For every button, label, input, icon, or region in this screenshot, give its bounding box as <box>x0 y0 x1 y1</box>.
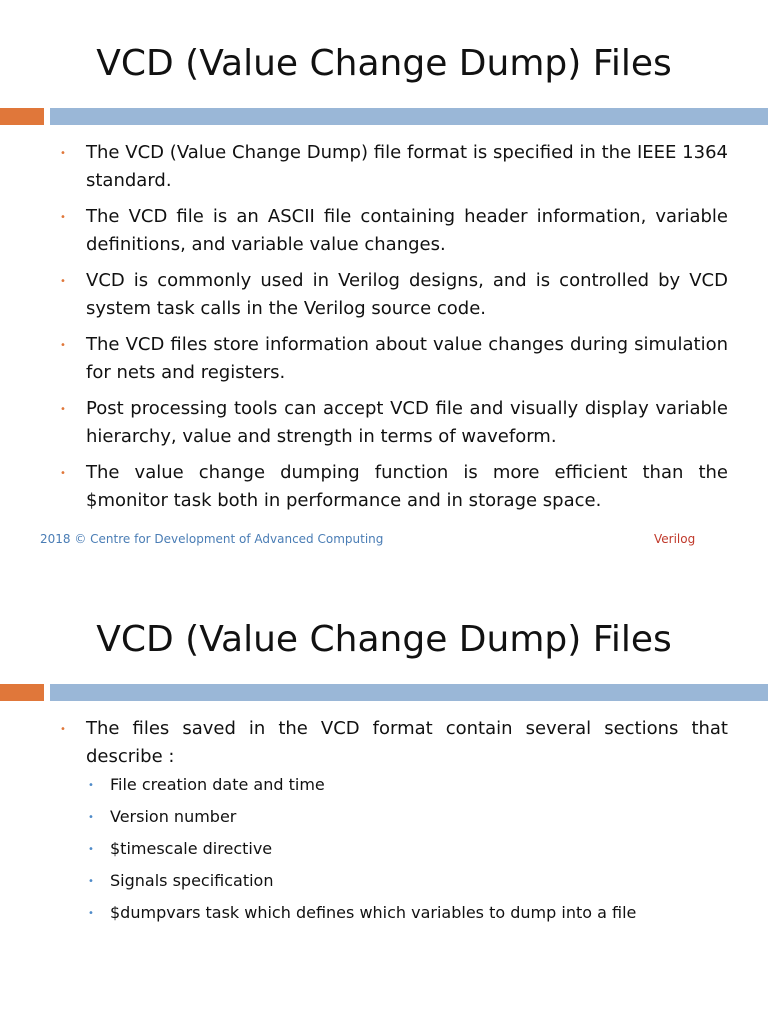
bullet-item: • Post processing tools can accept VCD file and visually display variable hierarchy, value and strength in terms of waveform. <box>60 398 728 447</box>
bullet-item: • The files saved in the VCD format contain several sections that describe : • File creation date and time • Version number • $timescale directive • Signals specification • $dumpvars task which defines which variables to dump into a file <box>60 718 728 922</box>
sub-bullet-icon: • <box>88 780 94 791</box>
sub-bullet-list <box>86 775 728 923</box>
sub-bullet-item: • File creation date and time <box>88 775 325 794</box>
bullet-item: • VCD is commonly used in Verilog designs, and is controlled by VCD system task calls in the Verilog source code. <box>60 270 728 319</box>
bullet-item: • The VCD (Value Change Dump) file format is specified in the IEEE 1364 standard. <box>60 142 728 191</box>
bullet-icon: • <box>60 148 66 159</box>
footer-copyright: 2018 © Centre for Development of Advanced Computing <box>40 532 384 546</box>
bullet-item: • The VCD files store information about value changes during simulation for nets and registers. <box>60 334 728 383</box>
title-accent-bar-blue <box>50 108 768 125</box>
footer-topic: Verilog <box>654 532 696 546</box>
bullet-list <box>60 139 728 523</box>
slide-title: VCD (Value Change Dump) Files <box>96 43 672 84</box>
bullet-item: • The value change dumping function is more efficient than the $monitor task both in performance and in storage space. <box>60 462 728 511</box>
bullet-icon: • <box>60 212 66 223</box>
sub-bullet-item: • Signals specification <box>88 871 274 890</box>
bullet-icon: • <box>60 404 66 415</box>
sub-bullet-icon: • <box>88 876 94 887</box>
bullet-icon: • <box>60 340 66 351</box>
slide-2 <box>0 576 768 1024</box>
sub-bullet-item: • $dumpvars task which defines which variables to dump into a file <box>88 903 637 922</box>
bullet-list <box>60 715 728 935</box>
sub-bullet-icon: • <box>88 844 94 855</box>
bullet-icon: • <box>60 724 66 735</box>
title-accent-bar-blue <box>50 684 768 701</box>
bullet-icon: • <box>60 276 66 287</box>
sub-bullet-icon: • <box>88 812 94 823</box>
sub-bullet-icon: • <box>88 908 94 919</box>
sub-bullet-item: • Version number <box>88 807 237 826</box>
bullet-icon: • <box>60 468 66 479</box>
title-accent-bar-orange <box>0 684 44 701</box>
bullet-item: • The VCD file is an ASCII file containing header information, variable definitions, and variable value changes. <box>60 206 728 255</box>
sub-bullet-item: • $timescale directive <box>88 839 273 858</box>
title-accent-bar-orange <box>0 108 44 125</box>
slide-title: VCD (Value Change Dump) Files <box>96 619 672 660</box>
